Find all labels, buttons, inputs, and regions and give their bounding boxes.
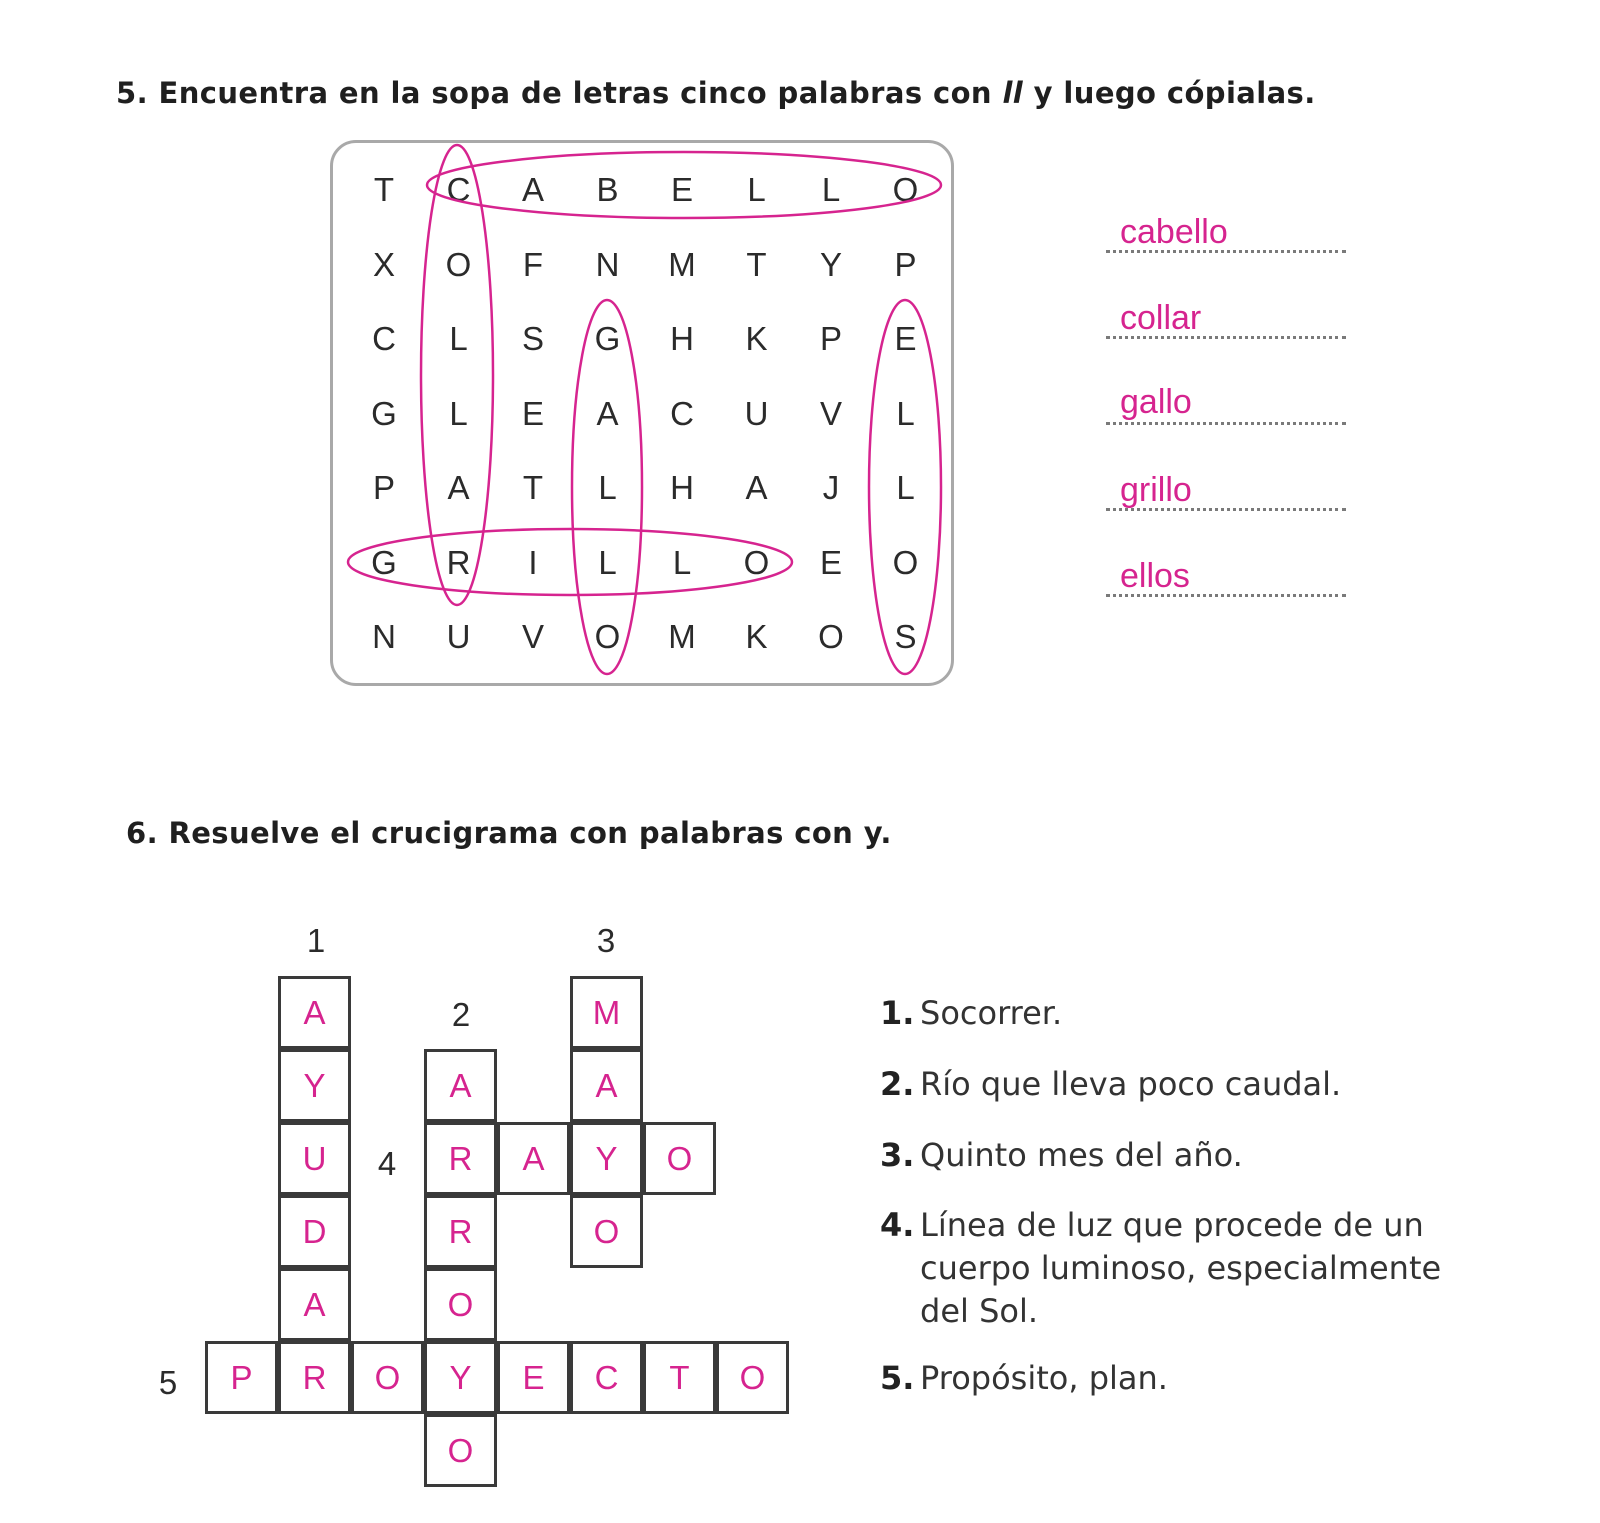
word-search-letter: C [446, 171, 471, 208]
clue-number-5: 5 [158, 1364, 178, 1401]
answer-2: collar [1120, 299, 1202, 337]
crossword-cell: A [278, 1268, 351, 1341]
word-search-letter: G [371, 394, 397, 432]
word-search-letter: L [896, 469, 915, 506]
crossword-cell: U [278, 1122, 351, 1195]
word-search-letter: L [747, 171, 766, 208]
word-search-letter: H [670, 320, 694, 357]
word-search-letter: U [744, 394, 769, 432]
word-search-letter: E [521, 394, 544, 432]
word-search-letter: C [670, 394, 694, 432]
word-search-letter: T [522, 469, 544, 506]
crossword-cell: C [570, 1341, 643, 1414]
word-search-letter: J [822, 469, 840, 506]
clue-number-3: 3 [596, 922, 616, 959]
word-search-letter: T [373, 171, 395, 208]
crossword-cell: M [570, 976, 643, 1049]
word-search-letter: S [894, 618, 917, 655]
clue-4-number: 4. [880, 1206, 915, 1244]
clue-2-text: Río que lleva poco caudal. [920, 1065, 1342, 1103]
answer-line-3 [1106, 422, 1346, 425]
word-search-letter: G [594, 320, 621, 357]
word-search-letter: L [896, 394, 915, 432]
crossword-cell: T [643, 1341, 716, 1414]
heading-text-end: y luego cópialas. [1023, 76, 1316, 110]
word-search-letter: O [818, 618, 844, 655]
crossword-cell: R [424, 1122, 497, 1195]
word-search-letter: L [449, 320, 468, 357]
clue-1-text: Socorrer. [920, 994, 1063, 1032]
crossword-cell: O [424, 1414, 497, 1487]
word-search-letter: F [522, 245, 544, 283]
clue-2-number: 2. [880, 1065, 915, 1103]
word-search-letter: O [892, 543, 919, 581]
word-search-letter: R [446, 543, 471, 581]
heading-text: 5. Encuentra en la sopa de letras cinco palabras con [116, 76, 1003, 110]
clue-number-1: 1 [306, 922, 326, 959]
answer-5: ellos [1120, 557, 1190, 595]
word-search-letter: A [521, 171, 544, 208]
word-search-letter: A [596, 394, 619, 432]
clue-number-4: 4 [377, 1145, 397, 1182]
word-search-letter: G [371, 543, 397, 581]
word-search-letter: L [672, 543, 692, 581]
crossword-cell: Y [278, 1049, 351, 1122]
answer-1: cabello [1120, 213, 1228, 251]
clue-4 [880, 1204, 1480, 1333]
clue-1 [880, 992, 1480, 1035]
word-search-letter: E [819, 543, 842, 581]
exercise-5-heading [116, 76, 1316, 110]
answer-3: gallo [1120, 383, 1192, 421]
word-search-letter: S [521, 320, 544, 357]
word-search-letter: M [668, 618, 696, 655]
crossword-cell: O [570, 1195, 643, 1268]
heading-italic-ll: ll [1002, 76, 1024, 110]
word-search-letter: V [819, 394, 842, 432]
crossword-cell: O [643, 1122, 716, 1195]
clue-1-number: 1. [880, 994, 915, 1032]
crossword-cell: E [497, 1341, 570, 1414]
word-search-letter: K [745, 320, 768, 357]
clue-5-number: 5. [880, 1359, 915, 1397]
crossword-cell: R [278, 1341, 351, 1414]
crossword-cell: A [570, 1049, 643, 1122]
word-search-letter: N [595, 245, 620, 283]
word-search-letter: P [372, 469, 395, 506]
crossword-cell: D [278, 1195, 351, 1268]
clue-3-number: 3. [880, 1136, 915, 1174]
clue-3 [880, 1134, 1480, 1177]
word-search-letter: N [372, 618, 396, 655]
word-search-letter: E [894, 320, 917, 357]
crossword-cell: O [351, 1341, 424, 1414]
word-search-letter: P [819, 320, 842, 357]
word-search-letter: L [598, 543, 617, 581]
answer-4: grillo [1120, 471, 1192, 509]
word-search-letter: X [372, 245, 395, 283]
word-search-letter: O [445, 245, 472, 283]
word-search-letter: K [745, 618, 768, 655]
word-search-letter: A [745, 469, 768, 506]
word-search-letter: A [447, 469, 470, 506]
crossword-cell: O [424, 1268, 497, 1341]
word-search-letter: T [746, 245, 767, 283]
crossword-cell: R [424, 1195, 497, 1268]
crossword-cell: Y [570, 1122, 643, 1195]
word-search-letter: O [594, 618, 621, 655]
clue-4-text: Línea de luz que procede de un cuerpo luminoso, especialmente del Sol. [920, 1206, 1442, 1330]
word-search-letter: I [528, 543, 538, 581]
word-search-frame [330, 140, 954, 686]
word-search-letter: M [668, 245, 696, 283]
word-search-letter: L [598, 469, 617, 506]
word-search-letter: C [372, 320, 396, 357]
word-search-letter: E [670, 171, 693, 208]
crossword-cell: A [497, 1122, 570, 1195]
word-search-letter: L [821, 171, 841, 208]
word-search-letter: B [596, 171, 619, 208]
crossword-cell: Y [424, 1341, 497, 1414]
word-search-letter: O [892, 171, 919, 208]
clue-3-text: Quinto mes del año. [920, 1136, 1243, 1174]
exercise-6-heading: 6. Resuelve el crucigrama con palabras con y. [126, 816, 892, 850]
clue-5-text: Propósito, plan. [920, 1359, 1168, 1397]
crossword-cell: A [424, 1049, 497, 1122]
word-search-letter: O [743, 543, 770, 581]
clue-number-2: 2 [451, 996, 471, 1033]
crossword-cell: O [716, 1341, 789, 1414]
word-search-letter: H [670, 469, 694, 506]
word-search-letter: P [894, 245, 917, 283]
clue-5 [880, 1357, 1480, 1400]
crossword-cell: A [278, 976, 351, 1049]
crossword-cell: P [205, 1341, 278, 1414]
clue-2 [880, 1063, 1480, 1106]
word-search-letter: Y [819, 245, 842, 283]
word-search-letter: L [449, 394, 468, 432]
word-search-letter: V [521, 618, 544, 655]
word-search-letter: U [446, 618, 471, 655]
